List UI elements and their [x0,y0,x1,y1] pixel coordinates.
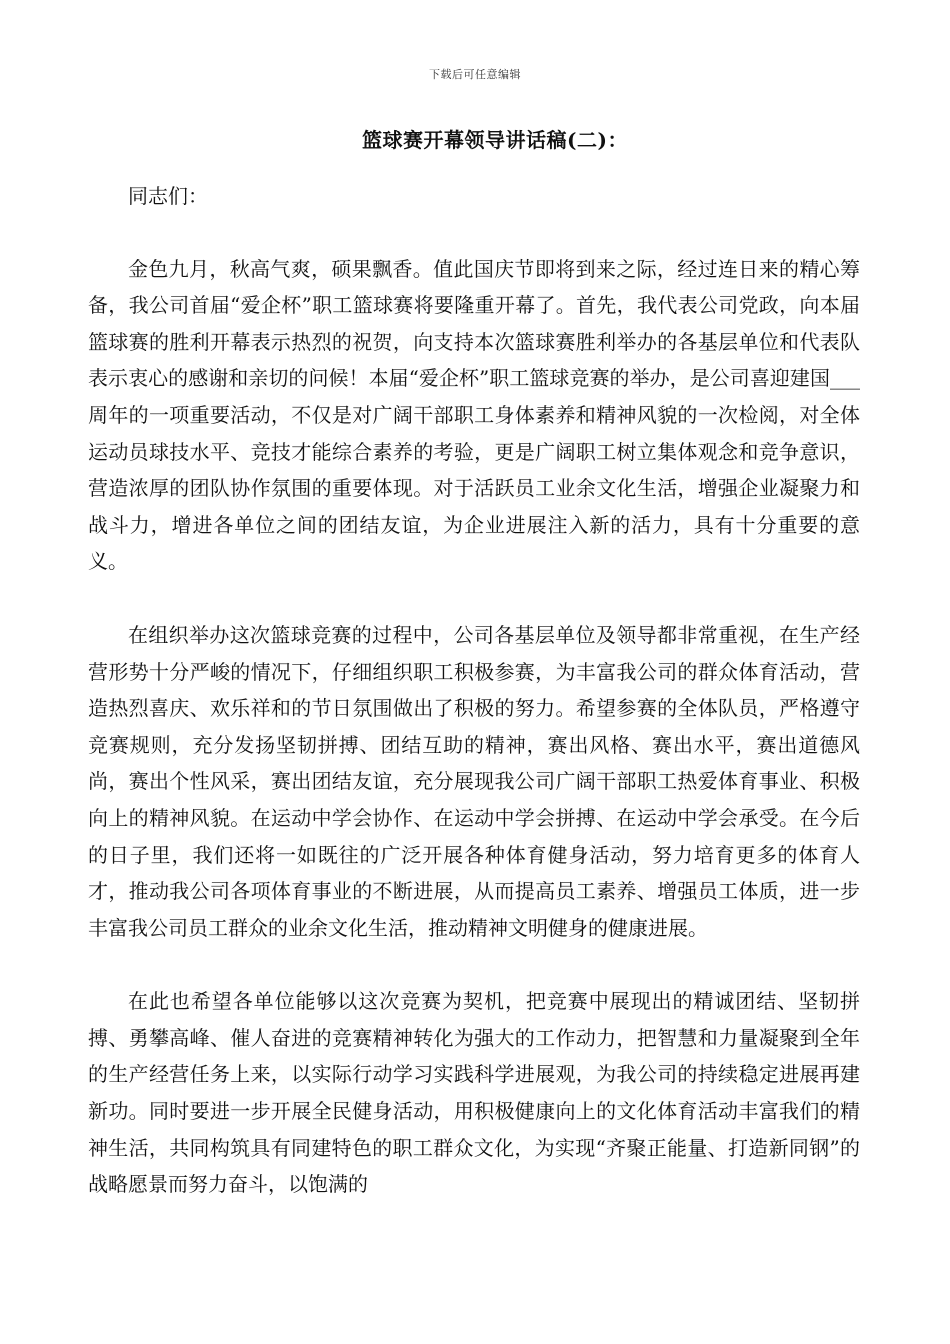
header-note: 下载后可任意编辑 [429,68,521,81]
paragraph-3: 在此也希望各单位能够以这次竞赛为契机，把竞赛中展现出的精诚团结、坚韧拼搏、勇攀高峰、催人奋进的竞赛精神转化为强大的工作动力，把智慧和力量凝聚到全年的生产经营任务上来，以实际行动学习实践科学进展观，为我公司的持续稳定进展再建新功。同时要进一步开展全民健身活动，用积极健康向上的文化体育活动丰富我们的精神生活，共同构筑具有同建特色的职工群众文化，为实现“齐聚正能量、打造新同钢”的战略愿景而努力奋斗，以饱满的 [88,989,860,1197]
salutation: 同志们： [128,184,208,208]
paragraph-2: 在组织举办这次篮球竞赛的过程中，公司各基层单位及领导都非常重视，在生产经营形势十分严峻的情况下，仔细组织职工积极参赛，为丰富我公司的群众体育活动，营造热烈喜庆、欢乐祥和的节日氛围做出了积极的努力。希望参赛的全体队员，严格遵守竞赛规则，充分发扬坚韧拼搏、团结互助的精神，赛出风格、赛出水平，赛出道德风尚，赛出个性风采，赛出团结友谊，充分展现我公司广阔干部职工热爱体育事业、积极向上的精神风貌。在运动中学会协作、在运动中学会拼搏、在运动中学会承受。在今后的日子里，我们还将一如既往的广泛开展各种体育健身活动，努力培育更多的体育人才，推动我公司各项体育事业的不断进展，从而提高员工素养、增强员工体质，进一步丰富我公司员工群众的业余文化生活，推动精神文明健身的健康进展。 [88,622,860,940]
page-title: 篮球赛开幕领导讲话稿(二)： [362,128,628,152]
document-body [88,178,860,1240]
paragraph-1: 金色九月，秋高气爽，硕果飘香。值此国庆节即将到来之际，经过连日来的精心筹备，我公司首届“爱企杯”职工篮球赛将要隆重开幕了。首先，我代表公司党政，向本届篮球赛的胜利开幕表示热烈的祝贺，向支持本次篮球赛胜利举办的各基层单位和代表队表示衷心的感谢和亲切的问候！本届“爱企杯”职工篮球竞赛的举办，是公司喜迎建国___周年的一项重要活动，不仅是对广阔干部职工身体素养和精神风貌的一次检阅，对全体运动员球技水平、竞技才能综合素养的考验，更是广阔职工树立集体观念和竞争意识，营造浓厚的团队协作氛围的重要体现。对于活跃员工业余文化生活，增强企业凝聚力和战斗力，增进各单位之间的团结友谊，为企业进展注入新的活力，具有十分重要的意义。 [88,256,860,574]
